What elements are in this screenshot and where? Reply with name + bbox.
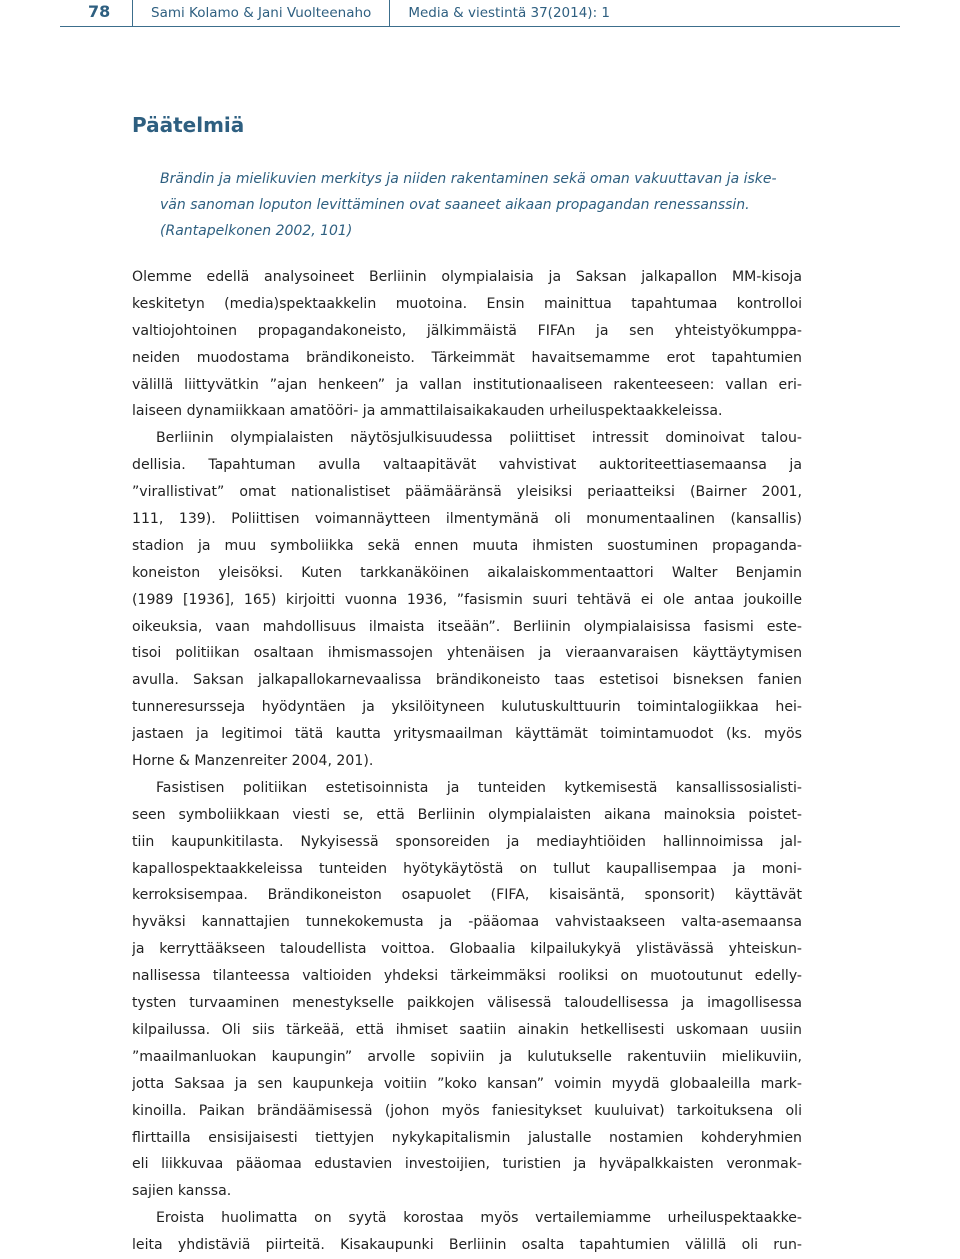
body-line: nallisessa tilanteessa valtioiden yhdeksi tärkeimmäksi rooliksi on muotoutunut edelly- (132, 968, 802, 985)
body-line: ja kerryttääkseen taloudellista voittoa. Globaalia kilpailukykyä ylistävässä yhteiskun- (132, 941, 802, 958)
body-line: ”virallistivat” omat nationalistiset päämääränsä yleisiksi periaatteiksi (Bairner 2001, (132, 484, 802, 501)
header-journal: Media & viestintä 37(2014): 1 (389, 0, 628, 26)
body-line: hyväksi kannattajien tunnekokemusta ja -pääomaa vahvistaakseen valta-asemaansa (132, 914, 802, 931)
body-line: stadion ja muu symboliikka sekä ennen muuta ihmisten suostuminen propaganda- (132, 537, 802, 554)
header-authors: Sami Kolamo & Jani Vuolteenaho (132, 0, 389, 26)
body-line: flirttailla ensisijaisesti tiettyjen nykykapitalismin jalustalle nostamien kohderyhmien (132, 1129, 802, 1146)
page-number: 78 (88, 2, 111, 21)
body-line: laiseen dynamiikkaan amatööri- ja ammattilaisaikakauden urheiluspektaakkeleissa. (132, 403, 723, 420)
epigraph-quote (160, 166, 800, 244)
body-line: kilpailussa. Oli siis tärkeää, että ihmiset saatiin ainakin hetkellisesti uskomaan uusiin (132, 1021, 802, 1038)
body-line: kerroksisempaa. Brändikoneiston osapuolet (FIFA, kisaisäntä, sponsorit) käyttävät (132, 887, 802, 904)
body-line: Eroista huolimatta on syytä korostaa myös vertailemiamme urheiluspektaakke- (156, 1210, 802, 1227)
body-line: tisoi politiikan osaltaan ihmismassojen yhtenäisen ja vieraanvaraisen käyttäytymisen (132, 645, 802, 662)
body-line: (1989 [1936], 165) kirjoitti vuonna 1936, ”fasismin suuri tehtävä ei ole antaa joukoille (132, 591, 802, 608)
body-line: välillä liittyvätkin ”ajan henkeen” ja vallan institutionaaliseen rakenteeseen: vallan eri- (132, 376, 802, 393)
body-line: Berliinin olympialaisten näytösjulkisuudessa poliittiset intressit dominoivat talou- (156, 430, 802, 447)
body-text (132, 264, 802, 1259)
body-line: tysten turvaaminen menestykselle paikkojen välisessä taloudellisessa ja imagollisessa (132, 995, 802, 1012)
body-line: 111, 139). Poliittisen voimannäytteen ilmentymänä oli monumentaalinen (kansallis) (132, 511, 802, 528)
body-line: Fasistisen politiikan estetisoinnista ja tunteiden kytkemisestä kansallissosialisti- (156, 779, 802, 796)
body-line: valtiojohtoinen propagandakoneisto, jälkimmäistä FIFAn ja sen yhteistyökumppa- (132, 322, 802, 339)
body-line: eli liikkuvaa pääomaa edustavien investoijien, turistien ja hyväpalkkaisten veronmak- (132, 1156, 802, 1173)
quote-line: Brändin ja mielikuvien merkitys ja niiden rakentaminen sekä oman vakuuttavan ja iske- (160, 171, 777, 187)
body-line: kapallospektaakkeleissa tunteiden hyötykäytöstä on tullut kaupallisempaa ja moni- (132, 860, 802, 877)
body-line: tiin kaupunkitilasta. Nykyisessä sponsoreiden ja mediayhtiöiden hallinnoimissa jal- (132, 833, 802, 850)
body-line: oikeuksia, vaan mahdollisuus ilmaista itseään”. Berliinin olympialaisissa fasismi este- (132, 618, 802, 635)
body-line: koneiston yleisöksi. Kuten tarkkanäköinen aikalaiskommentaattori Walter Benjamin (132, 564, 802, 581)
section-title: Päätelmiä (132, 113, 245, 137)
header-rule (60, 26, 900, 27)
running-header (60, 0, 900, 26)
body-line: seen symboliikkaan viesti se, että Berliinin olympialaisten aikana mainoksia poistet- (132, 806, 802, 823)
body-line: jastaen ja legitimoi tätä kautta yritysmaailman käyttämät toimintamuodot (ks. myös (132, 726, 802, 743)
body-line: keskitetyn (media)spektaakkelin muotoina. Ensin mainittua tapahtumaa kontrolloi (132, 295, 802, 312)
body-line: dellisia. Tapahtuman avulla valtaapitävät vahvistivat auktoriteettiasemaansa ja (132, 457, 802, 474)
body-line: neiden muodostama brändikoneisto. Tärkeimmät havaitsemamme erot tapahtumien (132, 349, 802, 366)
body-line: Horne & Manzenreiter 2004, 201). (132, 753, 374, 770)
body-line: ”maailmanluokan kaupungin” arvolle sopiviin ja kulutukselle rakentuviin mielikuviin, (132, 1048, 802, 1065)
body-line: sajien kanssa. (132, 1183, 232, 1200)
body-line: jotta Saksaa ja sen kaupunkeja voitiin ”koko kansan” voimin myydä globaaleilla mark- (132, 1075, 802, 1092)
body-line: avulla. Saksan jalkapallokarnevaalissa brändikoneisto taas estetisoi bisneksen fanien (132, 672, 802, 689)
body-line: kinoilla. Paikan brändäämisessä (johon myös faniesitykset kuuluivat) tarkoituksena oli (132, 1102, 802, 1119)
body-line: Olemme edellä analysoineet Berliinin olympialaisia ja Saksan jalkapallon MM-kisoja (132, 269, 802, 285)
body-line: tunneresursseja hyödyntäen ja yksilöityneen kulutuskulttuurin toimintalogiikkaa hei- (132, 699, 802, 716)
quote-line: vän sanoman loputon levittäminen ovat saaneet aikaan propagandan renessanssin. (160, 197, 750, 213)
quote-citation: (Rantapelkonen 2002, 101) (160, 223, 353, 239)
body-line: leita yhdistäviä piirteitä. Kisakaupunki Berliinin osalta tapahtumien välillä oli run- (132, 1237, 802, 1254)
